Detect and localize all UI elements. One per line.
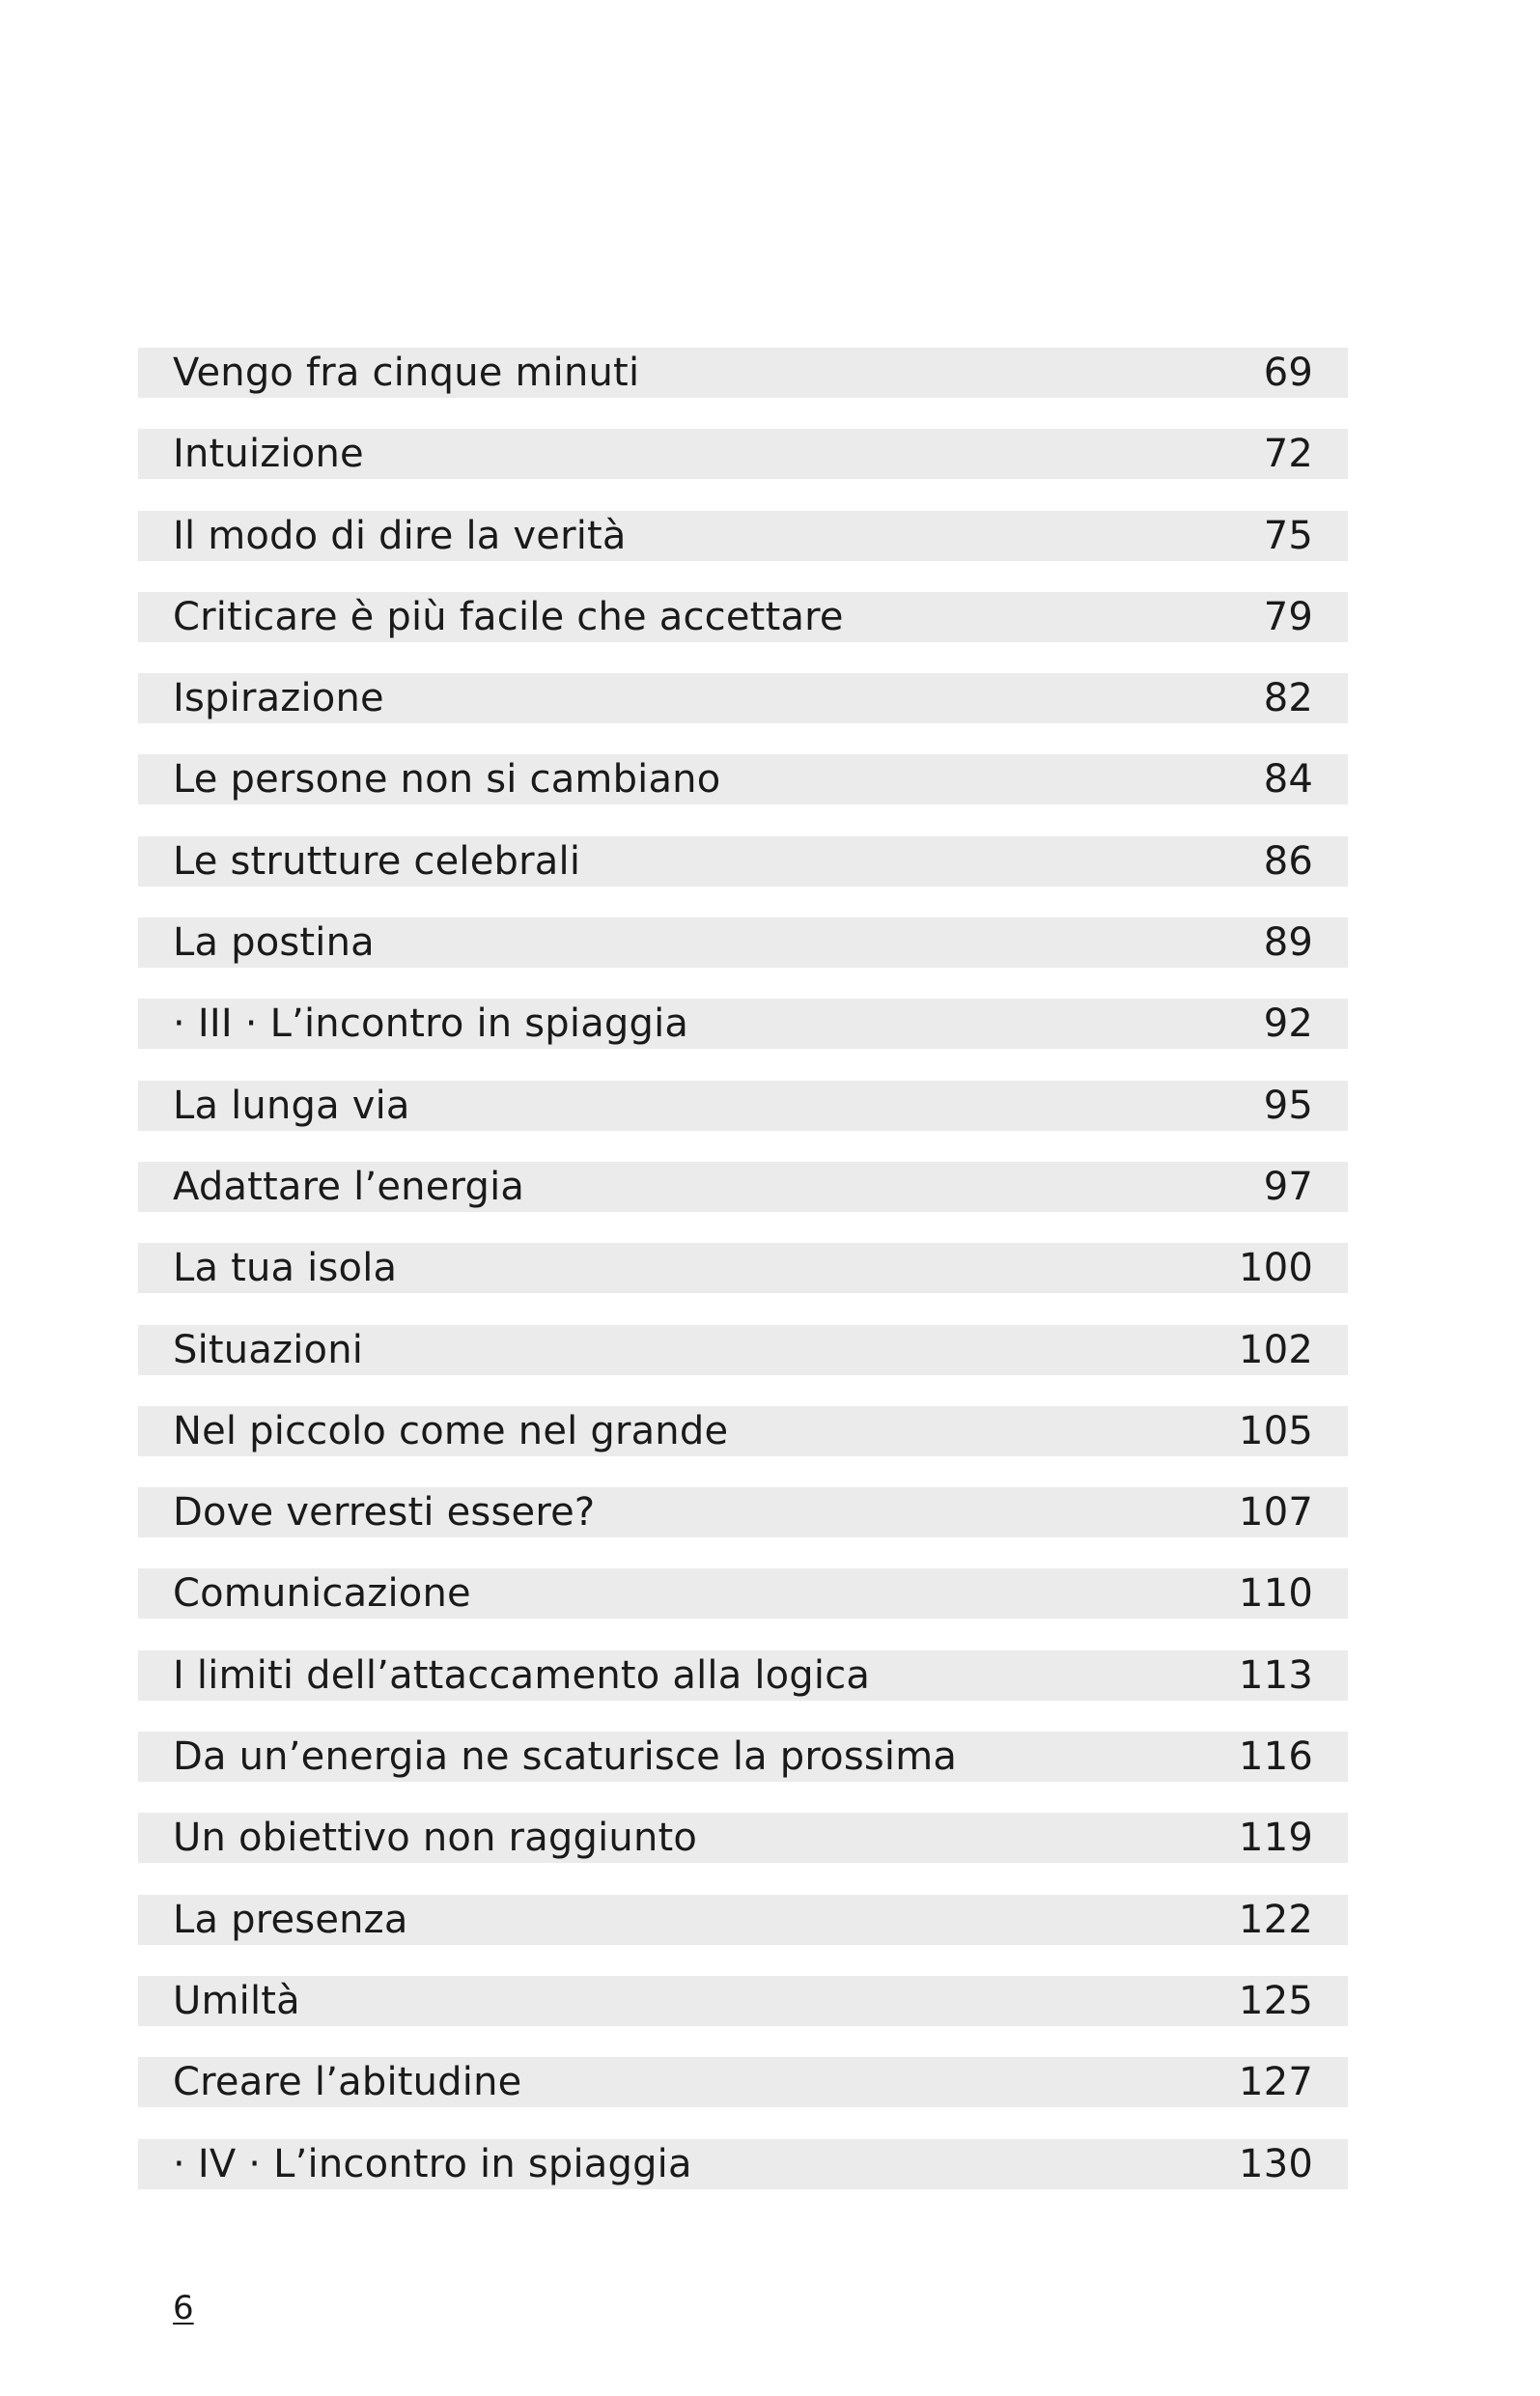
toc-entry-title: · III · L’incontro in spiaggia xyxy=(173,1001,689,1047)
toc-entry-page: 86 xyxy=(1263,838,1313,884)
toc-entry-page: 79 xyxy=(1263,594,1313,639)
toc-entry-title: I limiti dell’attaccamento alla logica xyxy=(173,1652,871,1698)
toc-entry xyxy=(138,348,1348,398)
toc-entry xyxy=(138,1243,1348,1293)
page-number: 6 xyxy=(173,2289,194,2327)
toc-entry-title: Creare l’abitudine xyxy=(173,2060,522,2105)
toc-entry-page: 69 xyxy=(1263,351,1313,395)
toc-entry-title: Le persone non si cambiano xyxy=(173,757,721,803)
toc-entry-title: Situazioni xyxy=(173,1327,364,1372)
toc-entry-title: · IV · L’incontro in spiaggia xyxy=(173,2141,692,2186)
toc-entry xyxy=(138,1162,1348,1212)
toc-entry-title: La tua isola xyxy=(173,1246,398,1291)
toc-entry xyxy=(138,592,1348,642)
toc-entry-title: Nel piccolo come nel grande xyxy=(173,1408,729,1453)
toc-entry-title: Un obiettivo non raggiunto xyxy=(173,1816,698,1861)
toc-entry-page: 82 xyxy=(1263,676,1313,721)
toc-entry-page: 113 xyxy=(1239,1652,1313,1698)
toc-entry-title: La postina xyxy=(173,920,375,966)
toc-entry xyxy=(138,1813,1348,1863)
toc-entry-title: La lunga via xyxy=(173,1083,410,1128)
toc-entry-title: Intuizione xyxy=(173,432,364,477)
toc-entry-page: 97 xyxy=(1263,1164,1313,1209)
toc-entry-page: 102 xyxy=(1239,1327,1313,1372)
toc-entry-page: 130 xyxy=(1239,2141,1313,2186)
toc-entry-page: 100 xyxy=(1239,1246,1313,1291)
toc-entry xyxy=(138,1487,1348,1537)
toc-entry-page: 105 xyxy=(1239,1408,1313,1453)
toc-entry xyxy=(138,1650,1348,1701)
toc-section-entry xyxy=(138,2139,1348,2189)
toc-entry-title: Ispirazione xyxy=(173,676,384,721)
toc-entry xyxy=(138,836,1348,887)
toc-entry-page: 92 xyxy=(1263,1001,1313,1047)
toc-entry xyxy=(138,1732,1348,1782)
table-of-contents xyxy=(138,348,1348,2220)
toc-entry-page: 125 xyxy=(1239,1978,1313,2023)
toc-entry xyxy=(138,1406,1348,1456)
toc-entry-title: Vengo fra cinque minuti xyxy=(173,351,640,395)
toc-entry xyxy=(138,1976,1348,2026)
toc-entry xyxy=(138,673,1348,723)
toc-entry-page: 89 xyxy=(1263,920,1313,966)
toc-entry xyxy=(138,1568,1348,1619)
toc-entry-page: 75 xyxy=(1263,513,1313,558)
toc-entry-title: Comunicazione xyxy=(173,1571,471,1617)
toc-entry-title: Umiltà xyxy=(173,1978,300,2023)
toc-entry xyxy=(138,1325,1348,1375)
toc-section-entry xyxy=(138,999,1348,1049)
toc-entry-page: 122 xyxy=(1239,1897,1313,1942)
toc-entry-page: 72 xyxy=(1263,432,1313,477)
toc-entry xyxy=(138,511,1348,561)
toc-entry-title: Adattare l’energia xyxy=(173,1164,525,1209)
toc-entry xyxy=(138,754,1348,804)
toc-entry-title: Criticare è più facile che accettare xyxy=(173,594,844,639)
toc-entry-page: 116 xyxy=(1239,1734,1313,1780)
toc-entry-title: Dove verresti essere? xyxy=(173,1490,596,1536)
toc-entry xyxy=(138,429,1348,479)
toc-entry-page: 84 xyxy=(1263,757,1313,803)
toc-entry xyxy=(138,1895,1348,1945)
toc-entry-page: 107 xyxy=(1239,1490,1313,1536)
toc-entry-title: Da un’energia ne scaturisce la prossima xyxy=(173,1734,958,1780)
toc-entry-page: 95 xyxy=(1263,1083,1313,1128)
toc-entry-page: 119 xyxy=(1239,1816,1313,1861)
toc-entry-page: 110 xyxy=(1239,1571,1313,1617)
toc-entry-title: Le strutture celebrali xyxy=(173,838,581,884)
toc-entry-title: La presenza xyxy=(173,1897,408,1942)
toc-entry-page: 127 xyxy=(1239,2060,1313,2105)
toc-entry xyxy=(138,2057,1348,2107)
toc-entry xyxy=(138,1081,1348,1131)
toc-entry-title: Il modo di dire la verità xyxy=(173,513,627,558)
toc-entry xyxy=(138,917,1348,968)
